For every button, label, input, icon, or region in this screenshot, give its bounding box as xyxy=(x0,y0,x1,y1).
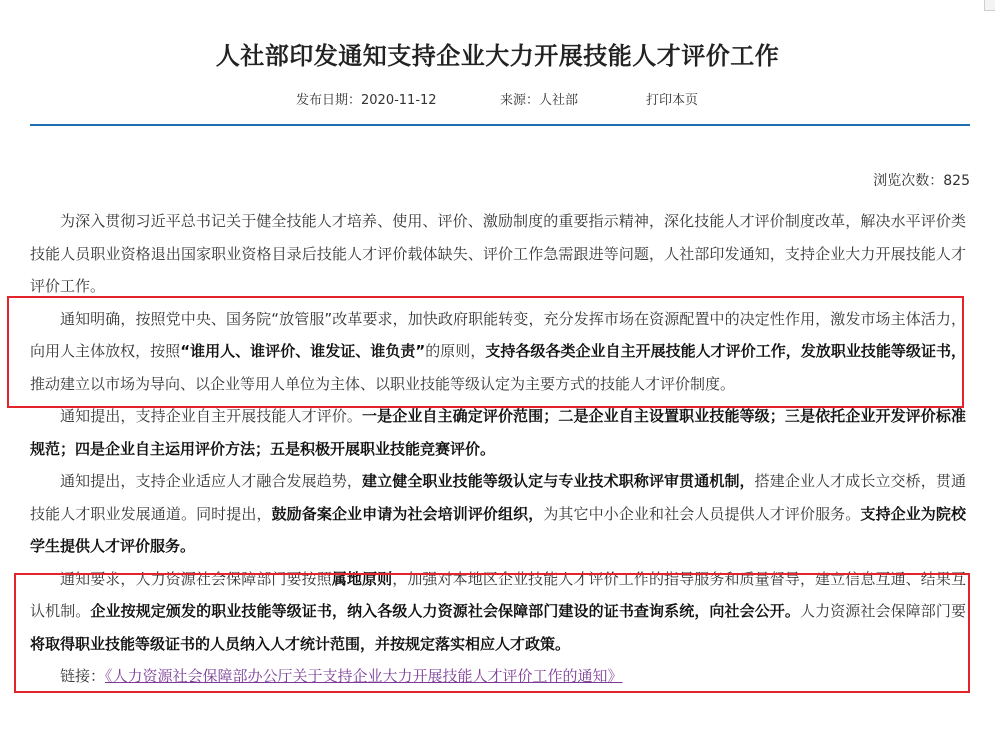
article-body xyxy=(30,205,966,693)
title-divider xyxy=(30,124,970,126)
paragraph-4: 通知提出，支持企业适应人才融合发展趋势，建立健全职业技能等级认定与专业技术职称评审贯通机制，搭建企业人才成长立交桥，贯通技能人才职业发展通道。同时提出，鼓励备案企业申请为社会培训评价组织，为其它中小企业和社会人员提供人才评价服务。支持企业为院校学生提供人才评价服务。 xyxy=(30,472,966,555)
publish-date: 发布日期：2020-11-12 xyxy=(296,93,437,108)
link-label: 链接： xyxy=(60,667,106,685)
paragraph-1: 为深入贯彻习近平总书记关于健全技能人才培养、使用、评价、激励制度的重要指示精神，深化技能人才评价制度改革，解决水平评价类技能人员职业资格退出国家职业资格目录后技能人才评价载体缺失、评价工作急需跟进等问题，人社部印发通知，支持企业大力开展技能人才评价工作。 xyxy=(30,212,966,295)
paragraph-5: 通知要求，人力资源社会保障部门要按照属地原则，加强对本地区企业技能人才评价工作的指导服务和质量督导，建立信息互通、结果互认机制。企业按规定颁发的职业技能等级证书，纳入各级人力资源社会保障部门建设的证书查询系统，向社会公开。人力资源社会保障部门要将取得职业技能等级证书的人员纳入人才统计范围，并按规定落实相应人才政策。 xyxy=(30,569,966,653)
paragraph-2: 通知明确，按照党中央、国务院“放管服”改革要求，加快政府职能转变，充分发挥市场在资源配置中的决定性作用，激发市场主体活力，向用人主体放权，按照“谁用人、谁评价、谁发证、谁负责”的原则，支持各级各类企业自主开展技能人才评价工作，发放职业技能等级证书，推动建立以市场为导向、以企业等用人单位为主体、以职业技能等级认定为主要方式的技能人才评价制度。 xyxy=(30,309,966,393)
paragraph-3: 通知提出，支持企业自主开展技能人才评价。一是企业自主确定评价范围；二是企业自主设置职业技能等级；三是依托企业开发评价标准规范；四是企业自主运用评价方法；五是积极开展职业技能竞赛评价。 xyxy=(30,407,966,458)
related-notice-link[interactable]: 《人力资源社会保障部办公厅关于支持企业大力开展技能人才评价工作的通知》 xyxy=(105,667,623,685)
scrollbar-corner[interactable] xyxy=(984,0,995,11)
print-page-link[interactable]: 打印本页 xyxy=(646,93,699,108)
view-count: 浏览次数：825 xyxy=(873,173,970,189)
article-title: 人社部印发通知支持企业大力开展技能人才评价工作 xyxy=(215,42,780,70)
article-source: 来源：人社部 xyxy=(500,93,579,108)
related-link-line xyxy=(30,660,966,693)
